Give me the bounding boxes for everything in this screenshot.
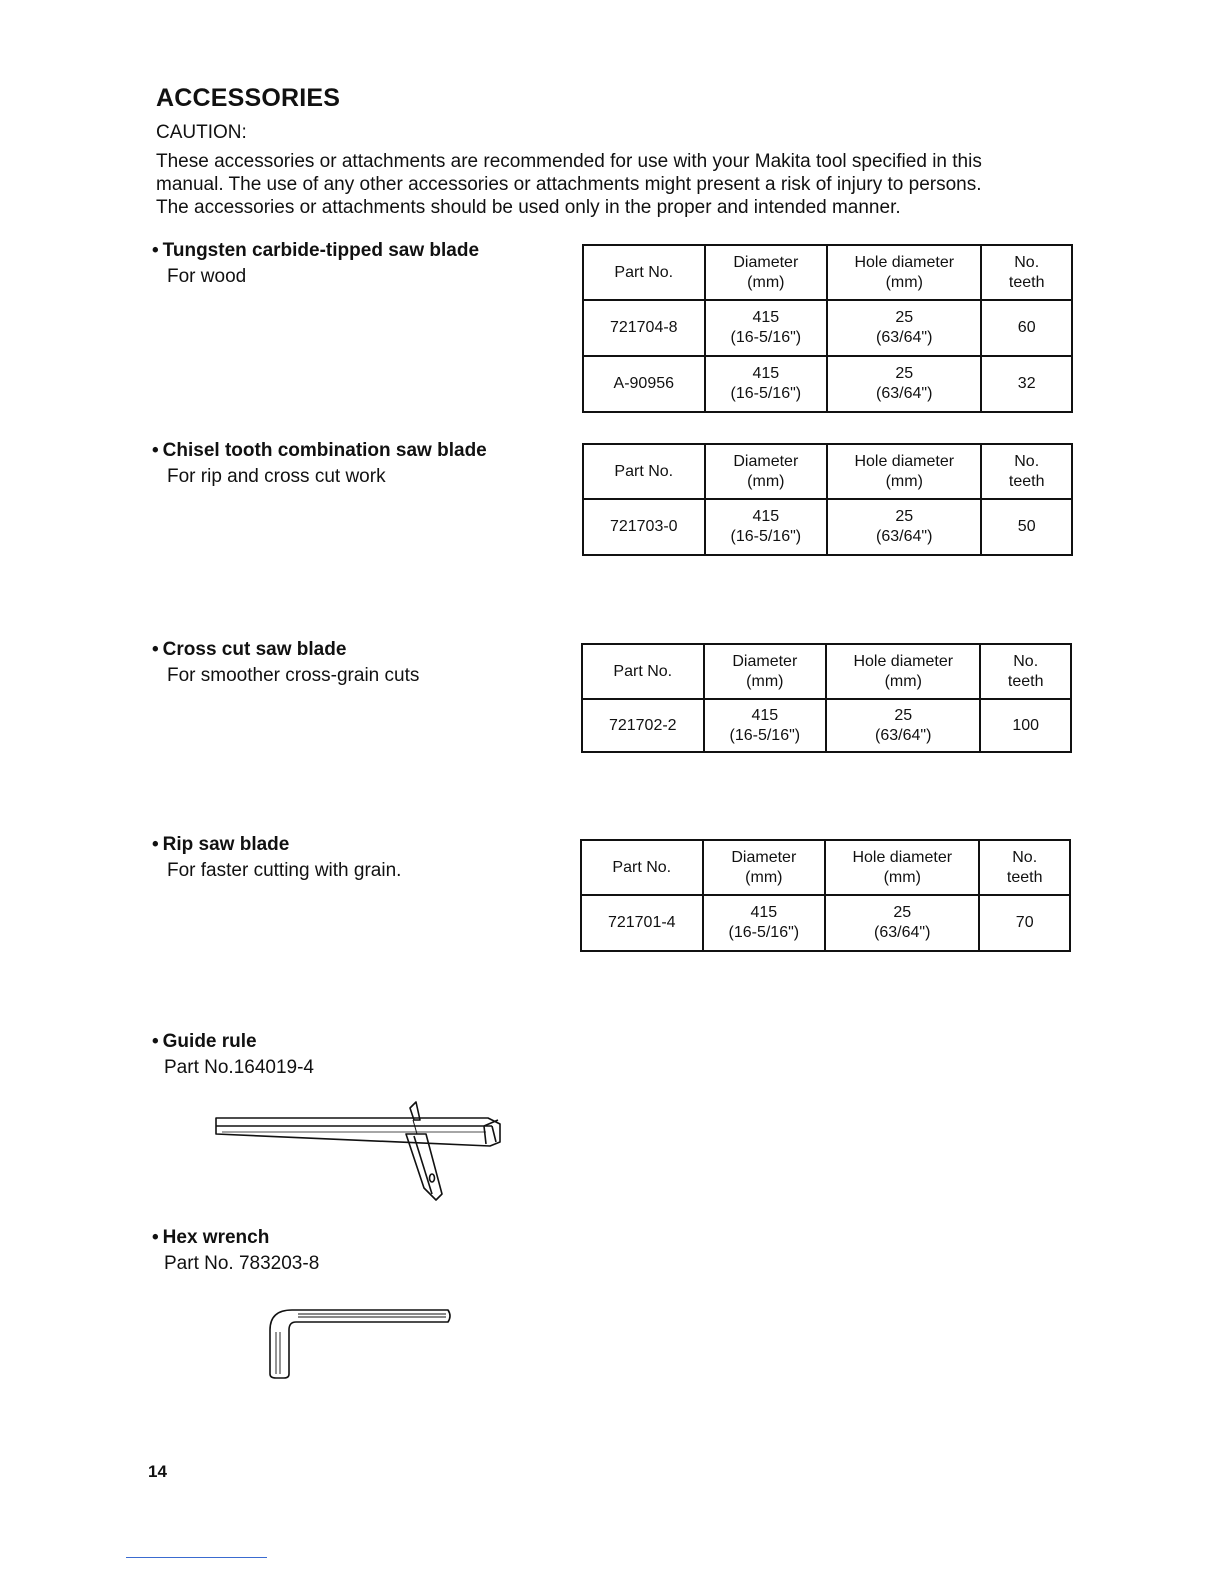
blade-spec-table	[582, 244, 1073, 413]
caution-line: These accessories or attachments are recommended for use with your Makita tool specified in this	[156, 151, 982, 172]
accessory-title-text: Tungsten carbide-tipped saw blade	[162, 240, 480, 261]
caution-line: manual. The use of any other accessories or attachments might present a risk of injury to persons.	[156, 174, 982, 195]
footer-rule	[126, 1557, 267, 1558]
cell-teeth: 32	[981, 356, 1072, 412]
page-title: ACCESSORIES	[156, 84, 341, 112]
table-row	[583, 356, 1072, 412]
cell-part-no: 721704-8	[583, 300, 705, 356]
cell-part-no: 721702-2	[582, 699, 704, 752]
accessory-title	[152, 1227, 269, 1249]
accessory-subtitle: For smoother cross-grain cuts	[167, 665, 420, 686]
header-teeth: No. teeth	[981, 444, 1072, 499]
accessory-subtitle: For faster cutting with grain.	[167, 860, 402, 881]
blade-spec-table	[582, 443, 1073, 556]
cell-teeth: 50	[981, 499, 1072, 555]
table-row	[582, 699, 1071, 752]
cell-hole: 25 (63/64")	[827, 300, 981, 356]
table-row	[583, 300, 1072, 356]
cell-diameter: 415 (16-5/16")	[704, 699, 827, 752]
table-header-row	[583, 444, 1072, 499]
accessory-subtitle: For rip and cross cut work	[167, 466, 386, 487]
page-number: 14	[148, 1462, 167, 1481]
accessory-title	[152, 1031, 257, 1053]
header-part-no: Part No.	[583, 245, 705, 300]
header-part-no: Part No.	[582, 644, 704, 699]
accessory-title	[152, 240, 479, 262]
cell-teeth: 100	[980, 699, 1071, 752]
bullet: •	[152, 639, 159, 660]
bullet: •	[152, 1227, 159, 1248]
caution-label: CAUTION:	[156, 122, 247, 143]
cell-diameter: 415 (16-5/16")	[703, 895, 826, 951]
table-row	[583, 499, 1072, 555]
table-row	[581, 895, 1070, 951]
cell-hole: 25 (63/64")	[826, 699, 980, 752]
cell-diameter: 415 (16-5/16")	[705, 356, 828, 412]
cell-teeth: 70	[979, 895, 1070, 951]
part-number: Part No. 783203-8	[164, 1253, 320, 1274]
accessory-title-text: Rip saw blade	[162, 834, 290, 855]
cell-hole: 25 (63/64")	[825, 895, 979, 951]
blade-spec-table	[580, 839, 1071, 952]
accessory-title	[152, 834, 289, 856]
guide-rule-illustration	[210, 1098, 510, 1208]
bullet: •	[152, 1031, 159, 1052]
accessory-title-text: Cross cut saw blade	[162, 639, 347, 660]
cell-hole: 25 (63/64")	[827, 499, 981, 555]
header-diameter: Diameter (mm)	[704, 644, 827, 699]
cell-hole: 25 (63/64")	[827, 356, 981, 412]
header-diameter: Diameter (mm)	[703, 840, 826, 895]
header-hole-diameter: Hole diameter (mm)	[827, 245, 981, 300]
cell-diameter: 415 (16-5/16")	[705, 300, 828, 356]
hex-wrench-illustration	[262, 1300, 462, 1382]
cell-teeth: 60	[981, 300, 1072, 356]
header-hole-diameter: Hole diameter (mm)	[825, 840, 979, 895]
header-hole-diameter: Hole diameter (mm)	[826, 644, 980, 699]
header-teeth: No. teeth	[979, 840, 1070, 895]
header-part-no: Part No.	[581, 840, 703, 895]
cell-part-no: 721701-4	[581, 895, 703, 951]
table-header-row	[583, 245, 1072, 300]
accessory-title	[152, 440, 487, 462]
cell-part-no: A-90956	[583, 356, 705, 412]
part-number: Part No.164019-4	[164, 1057, 314, 1078]
accessory-subtitle: For wood	[167, 266, 247, 287]
header-diameter: Diameter (mm)	[705, 444, 828, 499]
blade-spec-table	[581, 643, 1072, 753]
table-header-row	[581, 840, 1070, 895]
caution-text	[156, 150, 1086, 219]
accessory-title-text: Hex wrench	[162, 1227, 270, 1248]
table-header-row	[582, 644, 1071, 699]
header-hole-diameter: Hole diameter (mm)	[827, 444, 981, 499]
bullet: •	[152, 440, 159, 461]
bullet: •	[152, 240, 159, 261]
bullet: •	[152, 834, 159, 855]
accessory-title-text: Guide rule	[162, 1031, 257, 1052]
caution-line: The accessories or attachments should be used only in the proper and intended manner.	[156, 197, 901, 218]
header-teeth: No. teeth	[981, 245, 1072, 300]
cell-diameter: 415 (16-5/16")	[705, 499, 828, 555]
accessory-title-text: Chisel tooth combination saw blade	[162, 440, 487, 461]
header-teeth: No. teeth	[980, 644, 1071, 699]
cell-part-no: 721703-0	[583, 499, 705, 555]
header-part-no: Part No.	[583, 444, 705, 499]
accessory-title	[152, 639, 346, 661]
header-diameter: Diameter (mm)	[705, 245, 828, 300]
